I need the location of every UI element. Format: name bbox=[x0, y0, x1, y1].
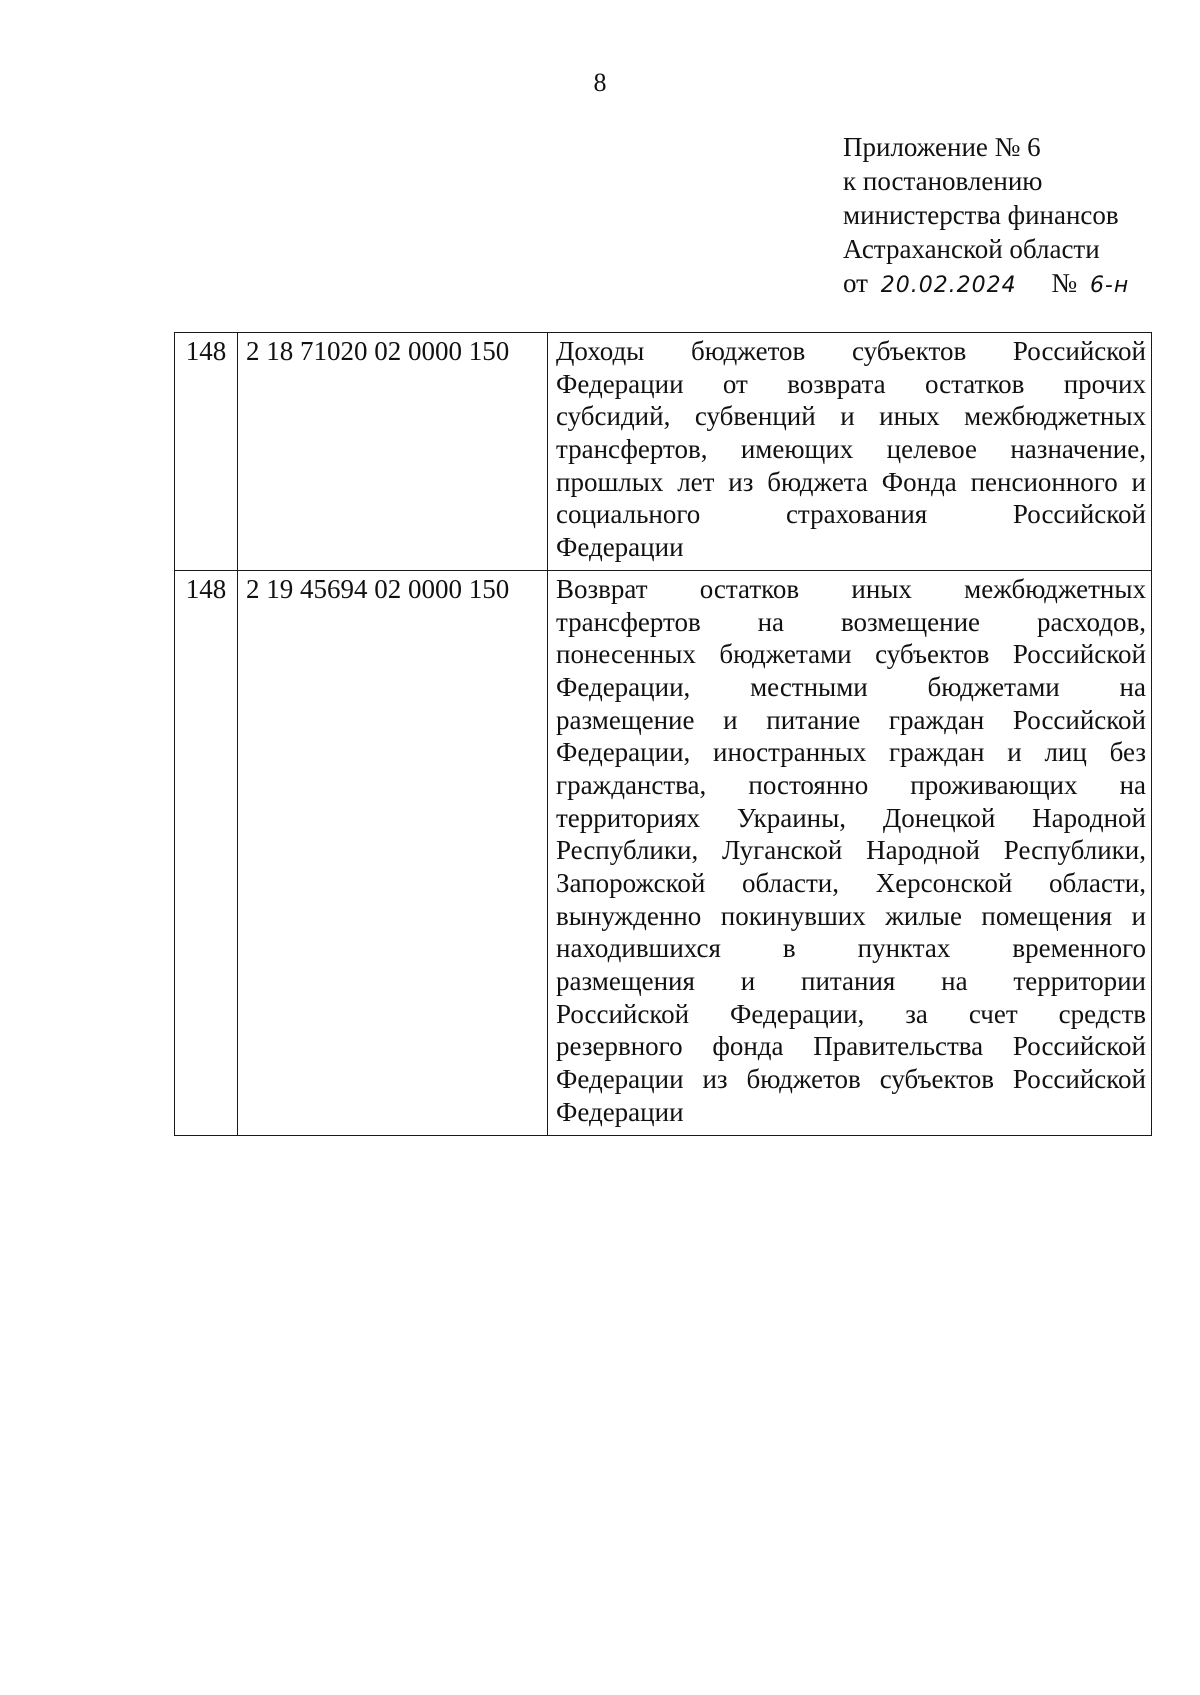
description-line: территориях Украины, Донецкой Народной bbox=[556, 802, 1146, 833]
budget-classification-code-cell: 2 18 71020 02 0000 150 bbox=[238, 333, 548, 571]
budget-classification-code-cell: 2 19 45694 02 0000 150 bbox=[238, 570, 548, 1135]
appendix-title: Приложение № 6 bbox=[843, 132, 1041, 162]
admin-code-cell: 148 bbox=[175, 333, 238, 571]
description-line: размещения и питания на территории bbox=[556, 966, 1146, 997]
income-description-cell bbox=[548, 333, 1152, 571]
description-line: субсидий, субвенций и иных межбюджетных bbox=[556, 401, 1146, 432]
description-line: размещение и питание граждан Российской bbox=[556, 704, 1146, 735]
description-line: вынужденно покинувших жилые помещения и bbox=[556, 900, 1146, 931]
description-line: Федерации bbox=[556, 532, 684, 563]
appendix-header bbox=[843, 130, 1129, 300]
income-description-cell bbox=[548, 570, 1152, 1135]
handwritten-date: 20.02.2024 bbox=[880, 273, 1017, 298]
description-line: прошлых лет из бюджета Фонда пенсионного и bbox=[556, 466, 1146, 497]
description-line: Федерации, местными бюджетами на bbox=[556, 671, 1146, 702]
appendix-line-region: Астраханской области bbox=[843, 234, 1100, 264]
admin-code-cell: 148 bbox=[175, 570, 238, 1135]
description-line: Федерации bbox=[556, 1096, 684, 1127]
description-line: трансфертов, имеющих целевое назначение, bbox=[556, 434, 1146, 465]
date-prefix: от bbox=[843, 268, 868, 298]
appendix-line-ministry: министерства финансов bbox=[843, 200, 1119, 230]
description-line: гражданства, постоянно проживающих на bbox=[556, 769, 1146, 800]
table-body bbox=[175, 333, 1152, 1136]
description-line: Запорожской области, Херсонской области, bbox=[556, 868, 1146, 898]
description-line: понесенных бюджетами субъектов Российской bbox=[556, 639, 1146, 670]
description-line: социального страхования Российской bbox=[556, 499, 1146, 530]
description-line: Российской Федерации, за счет средств bbox=[556, 998, 1146, 1029]
appendix-date-line bbox=[843, 266, 1129, 300]
description-line: резервного фонда Правительства Российской bbox=[556, 1031, 1146, 1062]
description-line: Доходы бюджетов субъектов Российской bbox=[556, 336, 1146, 366]
description-line: Федерации от возврата остатков прочих bbox=[556, 368, 1146, 399]
handwritten-number: 6-н bbox=[1089, 273, 1130, 298]
description-line: трансфертов на возмещение расходов, bbox=[556, 606, 1146, 637]
income-codes-table bbox=[174, 332, 1152, 1136]
page-number: 8 bbox=[593, 68, 607, 97]
description-line: Федерации из бюджетов субъектов Российской bbox=[556, 1064, 1146, 1095]
description-line: Возврат остатков иных межбюджетных bbox=[556, 573, 1146, 604]
table-row bbox=[175, 333, 1152, 571]
description-line: Федерации, иностранных граждан и лиц без bbox=[556, 737, 1146, 768]
table-row bbox=[175, 570, 1152, 1135]
number-prefix: № bbox=[1051, 268, 1078, 298]
description-line: Республики, Луганской Народной Республики, bbox=[556, 835, 1146, 866]
description-line: находившихся в пунктах временного bbox=[556, 933, 1146, 964]
appendix-line-resolution: к постановлению bbox=[843, 166, 1043, 196]
